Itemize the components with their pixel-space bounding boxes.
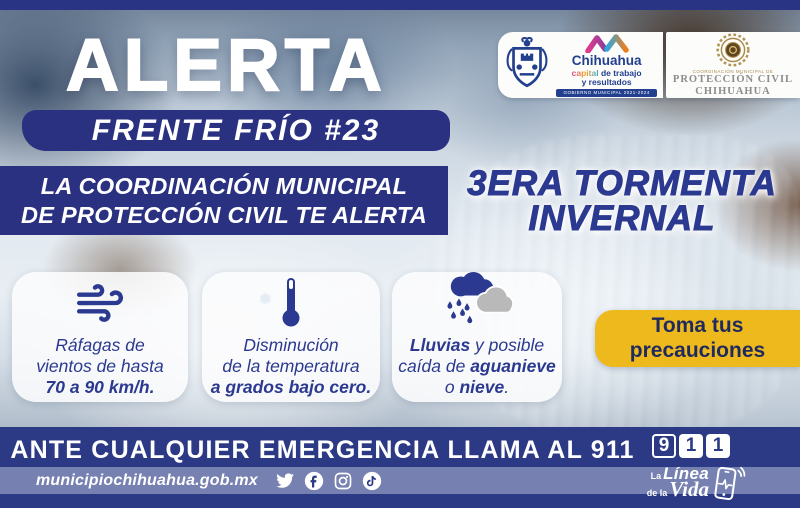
wind-icon [70,276,130,328]
tagline-rest: de trabajo [598,67,642,78]
chihuahua-tagline-2: y resultados [581,77,632,87]
temp-text-line-3: a grados bajo cero. [210,377,372,397]
facebook-icon [304,471,324,491]
page-title: ALERTA [66,25,387,106]
wind-text-line-1: Ráfagas de [55,335,145,355]
org-alert-banner [0,166,448,235]
proteccion-small-line: COORDINACIÓN MUNICIPAL DE [692,68,774,74]
website-text: municipiochihuahua.gob.mx [36,471,258,489]
digit-1-box: 1 [706,434,730,458]
storm-title [448,166,796,236]
emergency-headline: ANTE CUALQUIER EMERGENCIA LLAMA AL 911 [10,436,635,464]
card-temperature [202,272,380,402]
chihuahua-tagline [572,69,642,78]
chihuahua-capital-logo [556,34,656,97]
proteccion-line-2: CHIHUAHUA [695,85,771,97]
wind-text-line-3: 70 a 90 km/h. [45,377,155,397]
linea-de-la-vida-logo [647,463,744,503]
card-rain [392,272,562,402]
gobierno-ribbon: GOBIERNO MUNICIPAL 2021-2024 [556,89,656,97]
frente-frio-banner [22,110,450,151]
precaution-line-1: Toma tus [651,314,744,338]
rain-rest-2: caída de [398,356,471,376]
linea-la: La [650,470,662,481]
digit-1-box: 1 [679,434,703,458]
card-wind [12,272,188,402]
precaution-box [595,310,800,367]
rain-text-line-1 [410,335,544,356]
linea-wordmark [646,463,709,502]
rain-cloud-icon [438,276,516,328]
frente-frio-label: FRENTE FRÍO #23 [91,113,381,147]
rain-text-line-3 [445,377,509,398]
mountains-logo-icon [585,34,629,53]
tiktok-icon [362,471,382,491]
wind-text-line-2: vientos de hasta [36,356,164,376]
proteccion-civil-seal-icon [715,32,751,68]
proteccion-civil-logo [666,32,800,98]
precaution-line-2: precauciones [629,338,766,362]
linea-linea: Línea [663,463,709,483]
linea-dela: de la [646,488,668,499]
chihuahua-wordmark: Chihuahua [571,52,642,68]
logo-bar-left [498,32,663,98]
tagline-capital: capital [571,67,599,78]
org-line-2: DE PROTECCIÓN CIVIL TE ALERTA [20,201,428,228]
storm-line-1: 3ERA TORMENTA [467,164,777,203]
org-line-1: LA COORDINACIÓN MUNICIPAL [40,172,408,199]
rain-bold-nieve: nieve [459,377,505,397]
nine-one-one-logo [652,434,730,458]
twitter-icon [275,471,295,491]
rain-text-line-2 [398,356,556,377]
rain-rest-1: y posible [470,335,545,355]
proteccion-line-1: PROTECCIÓN CIVIL [672,73,794,85]
storm-line-2: INVERNAL [528,199,716,238]
instagram-icon [333,471,353,491]
temp-text-line-2: de la temperatura [222,356,360,376]
linea-vida: Vida [669,477,709,502]
rain-bold-lluvias: Lluvias [409,335,471,355]
rain-bold-aguanieve: aguanieve [470,356,556,376]
digit-9-box: 9 [652,434,676,458]
snowflake-icon: ❄ [259,291,272,308]
temp-text-line-1: Disminución [243,335,339,355]
rain-rest-3: o [444,377,460,397]
thermometer-icon [259,276,305,328]
footer-bar [0,427,800,508]
top-strip [0,0,800,10]
chihuahua-crest-icon [504,37,550,93]
phone-icon [711,461,746,505]
rain-period: . [504,377,510,397]
